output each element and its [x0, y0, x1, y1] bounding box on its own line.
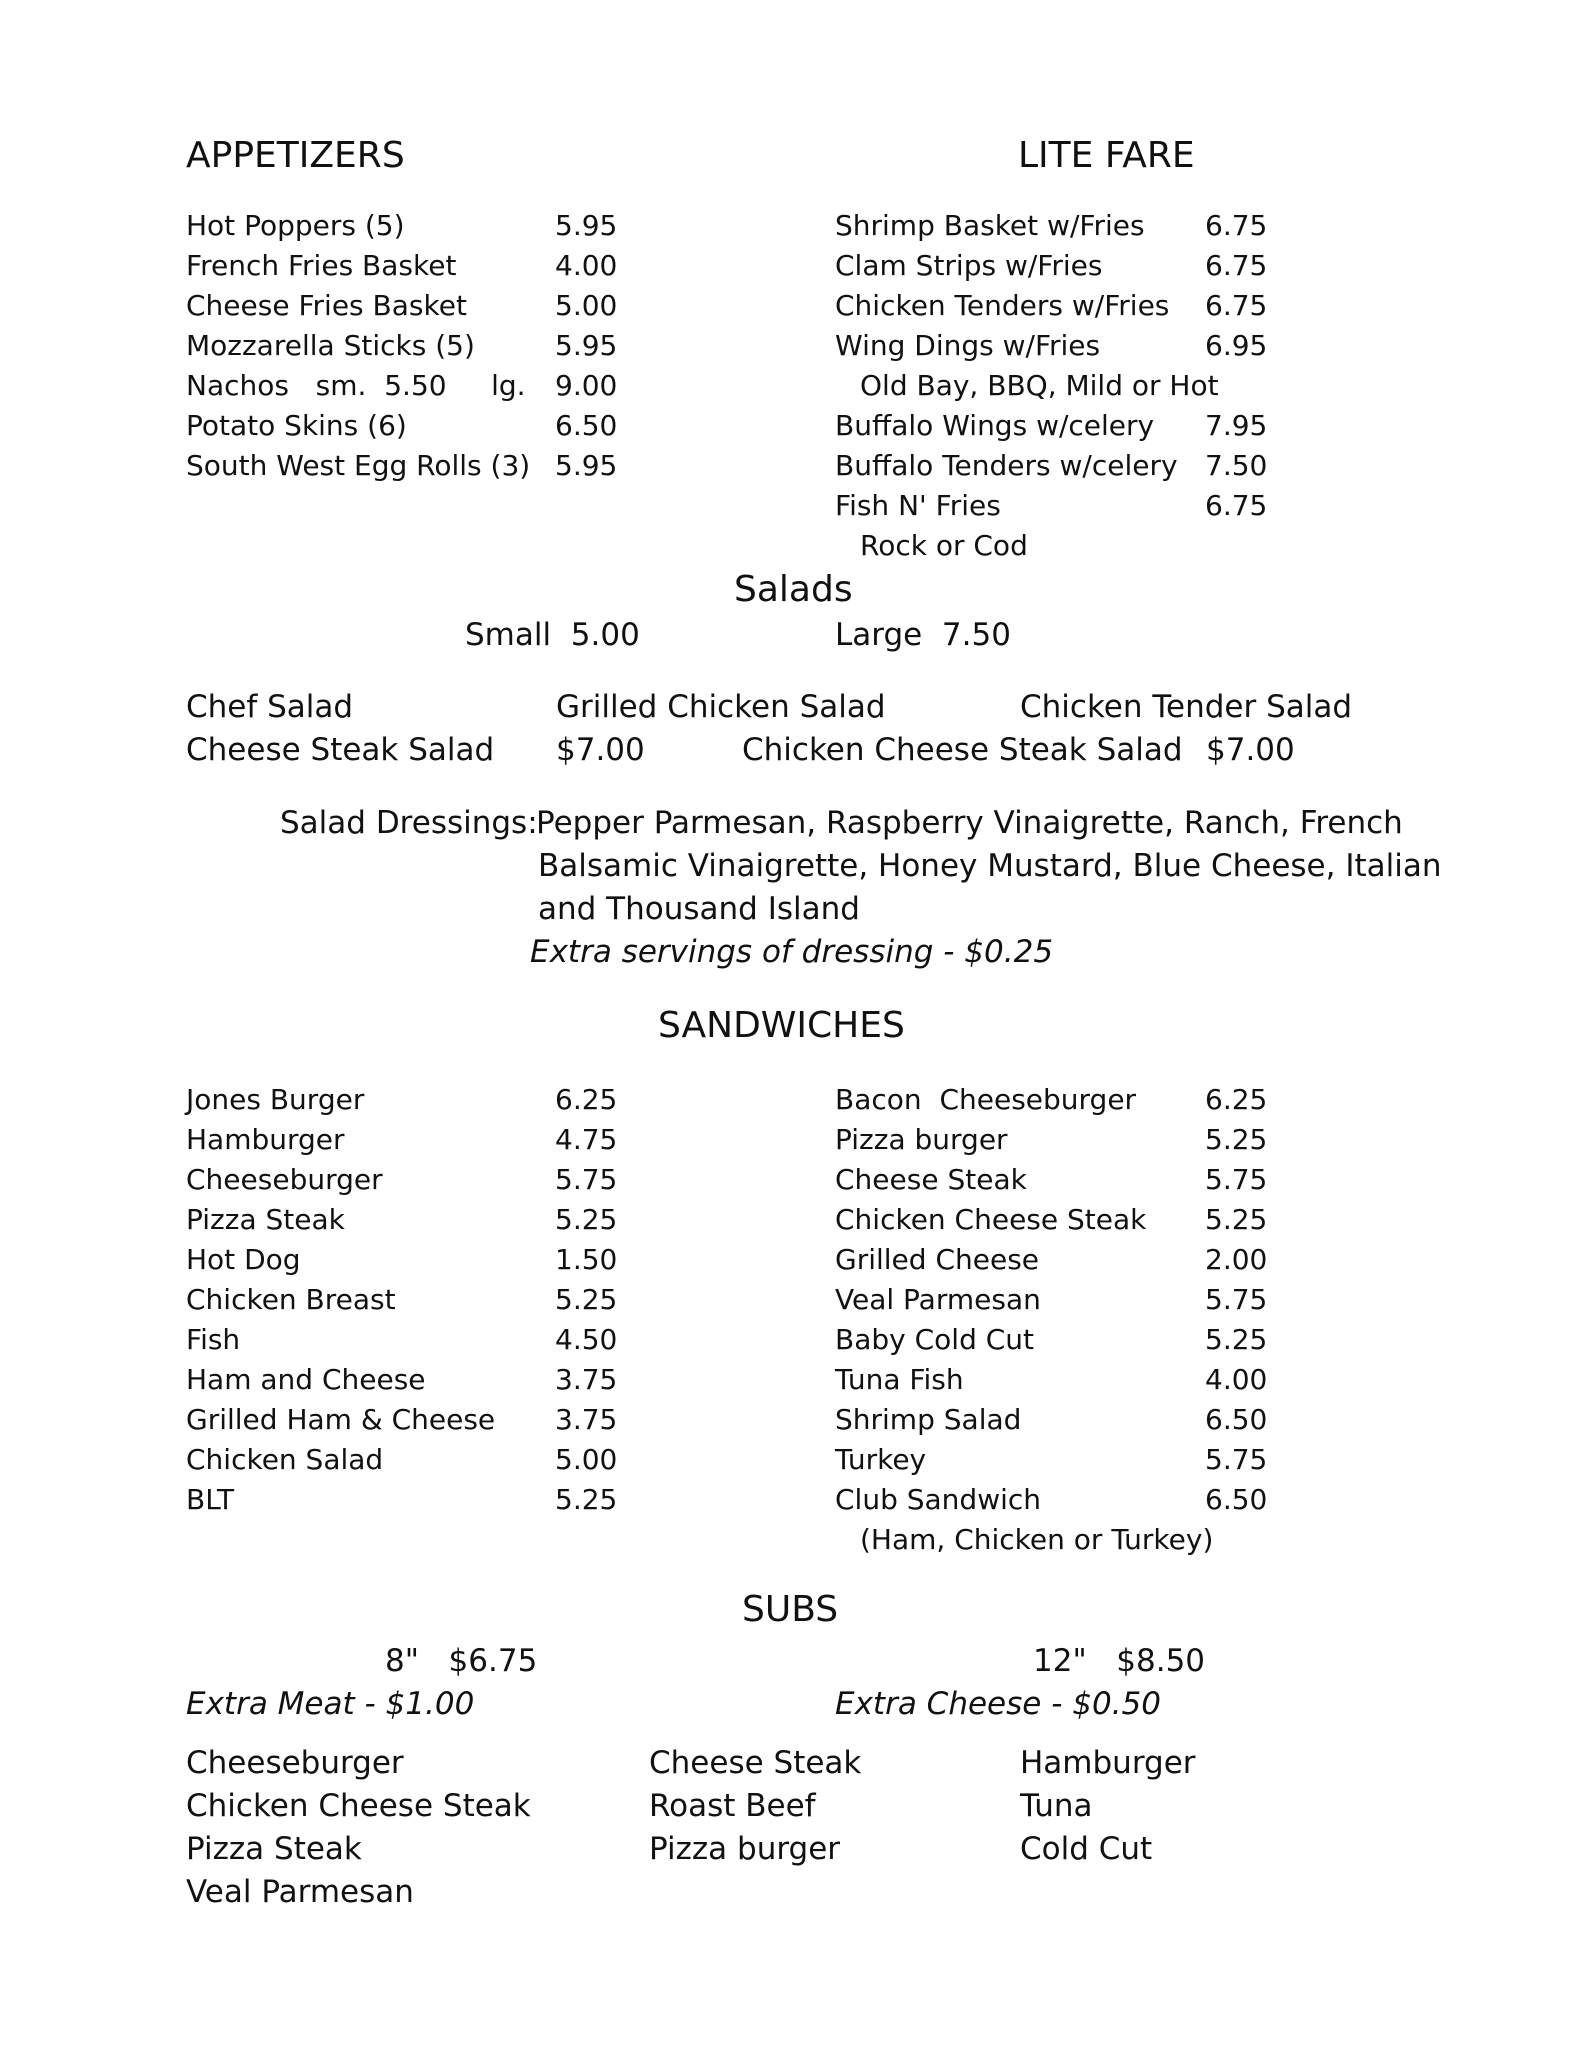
item-name: Chicken Breast	[186, 1283, 396, 1316]
item-name: Cheeseburger	[186, 1163, 383, 1196]
item-name: Hamburger	[186, 1123, 345, 1156]
sub-item: Cheeseburger	[186, 1745, 404, 1781]
item-price: 6.75	[1205, 489, 1268, 522]
sub-item: Roast Beef	[649, 1788, 816, 1824]
item-price: 5.25	[555, 1483, 618, 1516]
sub-item: Pizza Steak	[186, 1831, 362, 1867]
item-name: Shrimp Salad	[835, 1403, 1022, 1436]
dressings-line: and Thousand Island	[538, 891, 860, 927]
sandwiches-heading: SANDWICHES	[658, 1005, 905, 1046]
item-name: Potato Skins (6)	[186, 409, 407, 442]
salad-price: $7.00	[1206, 732, 1295, 768]
item-name: French Fries Basket	[186, 249, 457, 282]
item-price: 6.75	[1205, 249, 1268, 282]
salads-heading: Salads	[734, 569, 853, 610]
item-name: Hot Dog	[186, 1243, 301, 1276]
item-price: 5.00	[555, 289, 618, 322]
item-name: Mozzarella Sticks (5)	[186, 329, 475, 362]
appetizers-heading: APPETIZERS	[186, 135, 405, 176]
salad-item: Chicken Cheese Steak Salad	[742, 732, 1183, 768]
sub-item: Chicken Cheese Steak	[186, 1788, 531, 1824]
item-price: 7.95	[1205, 409, 1268, 442]
item-price: 4.50	[555, 1323, 618, 1356]
dressings-line: Pepper Parmesan, Raspberry Vinaigrette, Ranch, French	[536, 805, 1403, 841]
item-name: Club Sandwich	[835, 1483, 1042, 1516]
item-price: 4.00	[555, 249, 618, 282]
item-price: 6.50	[1205, 1403, 1268, 1436]
salad-large-price: Large 7.50	[835, 617, 1011, 653]
item-name: Chicken Cheese Steak	[835, 1203, 1147, 1236]
item-name: Grilled Cheese	[835, 1243, 1040, 1276]
salad-item: Grilled Chicken Salad	[556, 689, 886, 725]
item-note: Rock or Cod	[860, 529, 1028, 562]
subs-col-1	[186, 1745, 531, 1920]
item-price: 4.00	[1205, 1363, 1268, 1396]
item-name: Fish N' Fries	[835, 489, 1001, 522]
sub-item: Veal Parmesan	[186, 1874, 414, 1910]
dressings-line: Balsamic Vinaigrette, Honey Mustard, Blue Cheese, Italian	[538, 848, 1442, 884]
item-name: Baby Cold Cut	[835, 1323, 1035, 1356]
item-name: Bacon Cheeseburger	[835, 1083, 1137, 1116]
item-name: Buffalo Tenders w/celery	[835, 449, 1178, 482]
item-price: 6.50	[555, 409, 618, 442]
item-name: BLT	[186, 1483, 235, 1516]
item-price: 6.25	[1205, 1083, 1268, 1116]
lite-fare-heading: LITE FARE	[1018, 135, 1195, 176]
item-price: 5.95	[555, 329, 618, 362]
item-name: Pizza Steak	[186, 1203, 345, 1236]
item-price: 5.95	[555, 209, 618, 242]
item-price: 3.75	[555, 1403, 618, 1436]
item-price: 3.75	[555, 1363, 618, 1396]
item-price: 2.00	[1205, 1243, 1268, 1276]
item-name: Buffalo Wings w/celery	[835, 409, 1155, 442]
item-price: 6.25	[555, 1083, 618, 1116]
sub-item: Pizza burger	[649, 1831, 841, 1867]
item-name: South West Egg Rolls (3)	[186, 449, 531, 482]
sub-item: Cheese Steak	[649, 1745, 862, 1781]
item-price: 5.95	[555, 449, 618, 482]
item-price: 1.50	[555, 1243, 618, 1276]
item-price: 5.75	[1205, 1443, 1268, 1476]
item-price: 6.75	[1205, 289, 1268, 322]
item-note: Old Bay, BBQ, Mild or Hot	[860, 369, 1219, 402]
subs-col-3	[1020, 1745, 1196, 1877]
salad-small-price: Small 5.00	[465, 617, 640, 653]
item-price: 5.75	[555, 1163, 618, 1196]
extra-meat-note: Extra Meat - $1.00	[186, 1686, 475, 1722]
sub-item: Hamburger	[1020, 1745, 1196, 1781]
item-name: Grilled Ham & Cheese	[186, 1403, 496, 1436]
item-name: Chicken Tenders w/Fries	[835, 289, 1170, 322]
item-price: 4.75	[555, 1123, 618, 1156]
item-price: 9.00	[555, 369, 618, 402]
item-name: Pizza burger	[835, 1123, 1008, 1156]
item-name: Chicken Salad	[186, 1443, 384, 1476]
sub-item: Cold Cut	[1020, 1831, 1153, 1867]
item-note: (Ham, Chicken or Turkey)	[860, 1523, 1214, 1556]
item-name: Turkey	[835, 1443, 927, 1476]
item-name: Shrimp Basket w/Fries	[835, 209, 1145, 242]
item-price: 6.50	[1205, 1483, 1268, 1516]
item-price: 5.75	[1205, 1283, 1268, 1316]
item-name: Wing Dings w/Fries	[835, 329, 1101, 362]
item-name: Nachos sm. 5.50 lg.	[186, 369, 526, 402]
sub-item: Tuna	[1020, 1788, 1093, 1824]
salad-item: Cheese Steak Salad	[186, 732, 495, 768]
item-price: 5.25	[1205, 1323, 1268, 1356]
extra-cheese-note: Extra Cheese - $0.50	[835, 1686, 1161, 1722]
salad-item: Chef Salad	[186, 689, 354, 725]
item-price: 5.00	[555, 1443, 618, 1476]
item-name: Tuna Fish	[835, 1363, 964, 1396]
item-price: 6.75	[1205, 209, 1268, 242]
salad-price: $7.00	[556, 732, 645, 768]
sub-size-large: 12" $8.50	[1033, 1643, 1206, 1679]
item-price: 7.50	[1205, 449, 1268, 482]
item-name: Jones Burger	[186, 1083, 365, 1116]
dressings-label: Salad Dressings:	[280, 805, 538, 841]
subs-heading: SUBS	[742, 1589, 839, 1630]
item-name: Fish	[186, 1323, 241, 1356]
item-name: Clam Strips w/Fries	[835, 249, 1103, 282]
item-price: 5.25	[555, 1283, 618, 1316]
item-name: Ham and Cheese	[186, 1363, 426, 1396]
salad-item: Chicken Tender Salad	[1020, 689, 1353, 725]
item-price: 5.25	[1205, 1123, 1268, 1156]
item-name: Veal Parmesan	[835, 1283, 1041, 1316]
item-name: Cheese Steak	[835, 1163, 1027, 1196]
dressing-extra-note: Extra servings of dressing - $0.25	[530, 934, 1054, 970]
subs-col-2	[649, 1745, 862, 1877]
item-name: Cheese Fries Basket	[186, 289, 467, 322]
item-price: 5.75	[1205, 1163, 1268, 1196]
sub-size-small: 8" $6.75	[385, 1643, 538, 1679]
item-price: 5.25	[1205, 1203, 1268, 1236]
item-price: 5.25	[555, 1203, 618, 1236]
item-price: 6.95	[1205, 329, 1268, 362]
item-name: Hot Poppers (5)	[186, 209, 405, 242]
